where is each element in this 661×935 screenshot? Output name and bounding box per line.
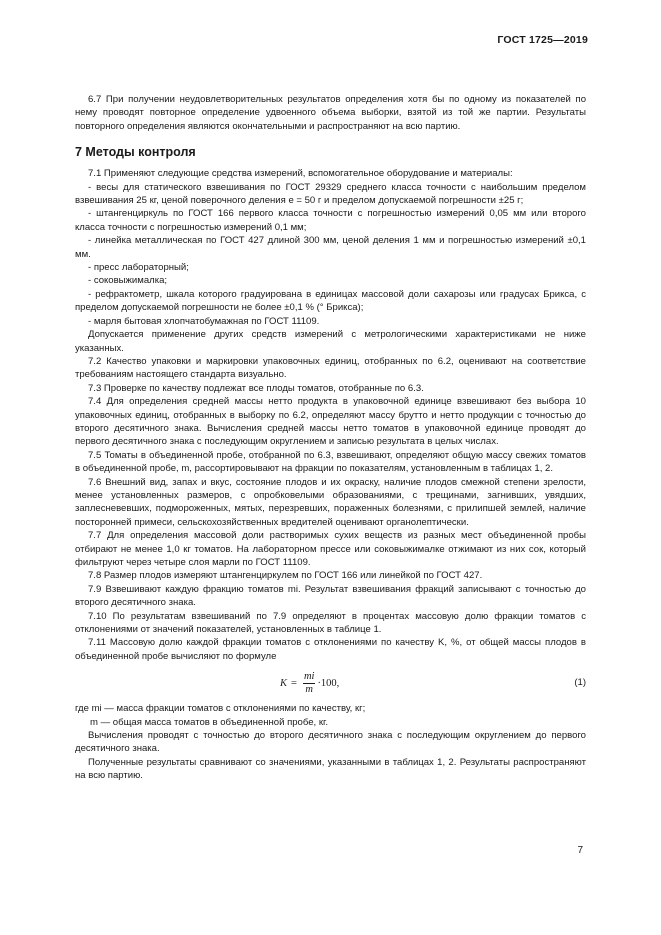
paragraph-7-8: 7.8 Размер плодов измеряют штангенциркулем по ГОСТ 166 или линейкой по ГОСТ 427. [88,570,483,582]
paragraph-results: Полученные результаты сравнивают со значениями, указанными в таблицах 1, 2. Результаты распространяют на всю партию. [75,756,586,782]
where-m-i: где mi — масса фракции томатов с отклонениями по качеству, кг; [75,703,366,715]
formula-numerator: mi [303,671,315,683]
paragraph-rounding: Вычисления проводят с точностью до второго десятичного знака с последующим округлением до первого десятичного знака. [75,730,586,755]
paragraph-7-1-note: Допускается применение других средств измерений с метрологическими характеристиками не ниже указанных. [75,329,586,354]
list-item-refractometer: - рефрактометр, шкала которого градуирована в единицах массовой доли сахарозы или градусах Брикса, с пределом допускаемой погрешности не более ±0,1 % (° Брикса); [75,288,586,314]
standard-designation: ГОСТ 1725—2019 [497,34,588,46]
list-item-caliper: - штангенциркуль по ГОСТ 166 первого класса точности с погрешностью измерений 0,05 мм или второго класса точности с погрешностью измерений 0,1 мм; [75,208,586,233]
paragraph-7-4: 7.4 Для определения средней массы нетто продукта в упаковочной единице взвешивают без выбора 10 упаковочных единиц, отобранных в выборку по 6.2, определяют массу брутто и нетто продукции с точностью до второго десятичного знака. Вычисления средней массы нетто томатов в упаковочной единице проводят до первого десятичного знака с последующим округлением и записью результата в целых числах. [75,396,586,448]
formula-1 [75,668,586,698]
paragraph-7-9: 7.9 Взвешивают каждую фракцию томатов mi. Результат взвешивания фракций записывают с точностью до второго десятичного знака. [75,583,586,609]
page-body [75,93,586,783]
where-m: m — общая масса томатов в объединенной пробе, кг. [90,716,328,728]
list-item-gauze: - марля бытовая хлопчатобумажная по ГОСТ 11109. [88,315,320,327]
paragraph-7-7: 7.7 Для определения массовой доли растворимых сухих веществ из разных мест объединенной пробы отбирают не менее 1,0 кг томатов. На лабораторном прессе или соковыжималке отжимают из них сок, который фильтруют через четыре слоя марли по ГОСТ 11109. [75,530,586,568]
formula-denominator: m [305,684,313,696]
paragraph-7-5: 7.5 Томаты в объединенной пробе, отобранной по 6.3, взвешивают, определяют общую массу свежих томатов в объединенной пробе, m, рассортировывают на фракции по показателям, установленным в таблицах 1, 2. [75,449,586,475]
formula-lhs: K [280,678,288,690]
paragraph-7-11: 7.11 Массовую долю каждой фракции томатов с отклонениями по качеству K, %, от общей массы плодов в объединенной пробе вычисляют по формуле [75,637,586,662]
formula-fraction [303,671,316,696]
list-item-scales: - весы для статического взвешивания по ГОСТ 29329 среднего класса точности с наибольшим пределом взвешивания 25 кг, ценой поверочного деления e = 50 г и пределом допускаемой погрешности ±25 г; [75,181,586,207]
list-item-press: - пресс лабораторный; [88,262,189,274]
list-item-ruler: - линейка металлическая по ГОСТ 427 длиной 300 мм, ценой деления 1 мм и погрешностью измерений ±0,1 мм. [75,235,586,260]
paragraph-7-3: 7.3 Проверке по качеству подлежат все плоды томатов, отобранные по 6.3. [88,382,424,394]
paragraph-7-6: 7.6 Внешний вид, запах и вкус, состояние плодов и их окраску, наличие плодов смежной степени зрелости, менее установленных размеров, с опробковелыми образованиями, с трещинами, загнивших, увядших, заплесневевших, подмороженных, мятых, перезревших, пораженных болезнями, с прилипшей землей, наличие посторонней примеси, сельскохозяйственных вредителей оценивают органолептически. [75,476,586,528]
list-item-juicer: - соковыжималка; [88,275,168,287]
paragraph-7-10: 7.10 По результатам взвешиваний по 7.9 определяют в процентах массовую долю фракции томатов с отклонениями от значений показателей, установленных в таблице 1. [75,610,586,636]
formula-equals: = [291,678,297,690]
paragraph-6-7: 6.7 При получении неудовлетворительных результатов определения хотя бы по одному из показателей по нему проводят повторное определение удвоенного объема выборки, взятой из той же партии. Результаты повторного определения являются окончательными и распространяют на всю партию. [75,94,586,132]
page-number: 7 [577,845,583,856]
formula-number: (1) [574,677,586,689]
formula-expression [280,671,339,696]
paragraph-7-2: 7.2 Качество упаковки и маркировки упаковочных единиц, отобранных по 6.2, оценивают на соответствие требованиям настоящего стандарта визуально. [75,355,586,381]
paragraph-7-1: 7.1 Применяют следующие средства измерений, вспомогательное оборудование и материалы: [88,168,513,180]
section-heading: 7 Методы контроля [75,145,196,160]
formula-tail: ·100, [317,678,340,690]
